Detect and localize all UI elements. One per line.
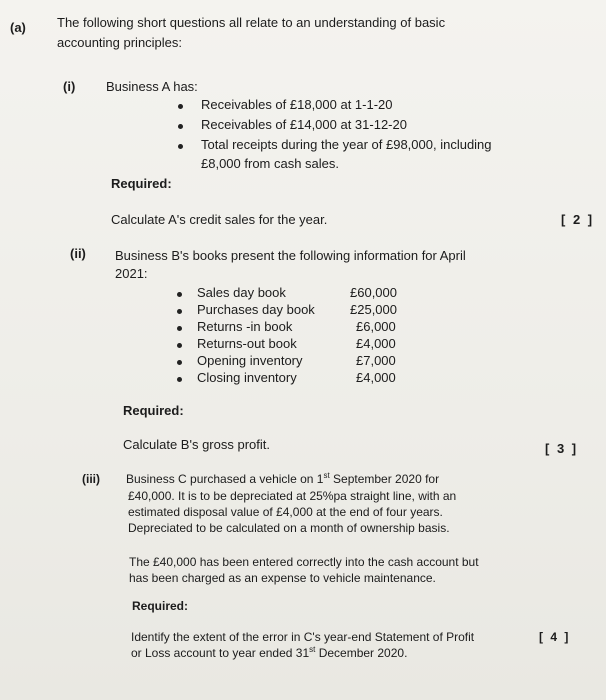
- q1-required: Required:: [111, 176, 172, 191]
- bullet-icon: [177, 343, 182, 348]
- part-a-label: (a): [10, 20, 26, 35]
- bullet-icon: [178, 144, 183, 149]
- q2-item-name: Closing inventory: [197, 370, 297, 385]
- q2-item-value: £4,000: [356, 336, 396, 351]
- bullet-icon: [177, 309, 182, 314]
- q2-item-value: £6,000: [356, 319, 396, 334]
- bullet-icon: [177, 377, 182, 382]
- bullet-icon: [177, 360, 182, 365]
- q1-heading: Business A has:: [106, 79, 198, 94]
- q3-para1-line1: Business C purchased a vehicle on 1st September 2020 for: [126, 471, 440, 486]
- q3-task-line2: or Loss account to year ended 31st December 2020.: [131, 645, 408, 660]
- q3-marks: [ 4 ]: [539, 630, 571, 644]
- q2-item-value: £7,000: [356, 353, 396, 368]
- part-a-intro-line1: The following short questions all relate to an understanding of basic: [57, 15, 446, 30]
- bullet-icon: [178, 104, 183, 109]
- q1-label: (i): [63, 79, 76, 94]
- q3-required: Required:: [132, 599, 189, 613]
- bullet-icon: [178, 124, 183, 129]
- q1-task: Calculate A's credit sales for the year.: [111, 212, 328, 227]
- q1-bullet-2: Receivables of £14,000 at 31-12-20: [201, 117, 407, 132]
- q2-task: Calculate B's gross profit.: [123, 437, 270, 452]
- q3-para1-line4: Depreciated to be calculated on a month of ownership basis.: [128, 521, 450, 535]
- q1-bullet-1: Receivables of £18,000 at 1-1-20: [201, 97, 393, 112]
- q3-para1-line2: £40,000. It is to be depreciated at 25%pa straight line, with an: [128, 489, 457, 503]
- q2-item-name: Purchases day book: [197, 302, 315, 317]
- q2-item-value: £60,000: [350, 285, 397, 300]
- q1-bullet-3: Total receipts during the year of £98,000, including: [201, 137, 492, 152]
- q3-label: (iii): [82, 472, 100, 486]
- part-a-intro-line2: accounting principles:: [57, 35, 183, 50]
- q2-label: (ii): [70, 246, 86, 261]
- q2-item-name: Opening inventory: [197, 353, 303, 368]
- bullet-icon: [177, 292, 182, 297]
- q2-item-value: £4,000: [356, 370, 396, 385]
- q2-item-name: Returns-out book: [197, 336, 297, 351]
- q3-para1-line3: estimated disposal value of £4,000 at the end of four years.: [128, 505, 443, 519]
- q3-para2-line1: The £40,000 has been entered correctly into the cash account but: [129, 555, 479, 569]
- q1-marks: [ 2 ]: [561, 212, 595, 227]
- q2-required: Required:: [123, 403, 184, 418]
- q3-para2-line2: has been charged as an expense to vehicle maintenance.: [129, 571, 436, 585]
- q2-item-name: Returns -in book: [197, 319, 293, 334]
- q2-marks: [ 3 ]: [545, 441, 579, 456]
- q3-task-line1: Identify the extent of the error in C's year-end Statement of Profit: [131, 630, 475, 644]
- q2-intro-line2: 2021:: [115, 266, 148, 281]
- bullet-icon: [177, 326, 182, 331]
- q1-bullet-3-cont: £8,000 from cash sales.: [201, 156, 340, 171]
- q2-item-value: £25,000: [350, 302, 397, 317]
- q2-intro-line1: Business B's books present the following information for April: [115, 248, 466, 263]
- q2-item-name: Sales day book: [197, 285, 286, 300]
